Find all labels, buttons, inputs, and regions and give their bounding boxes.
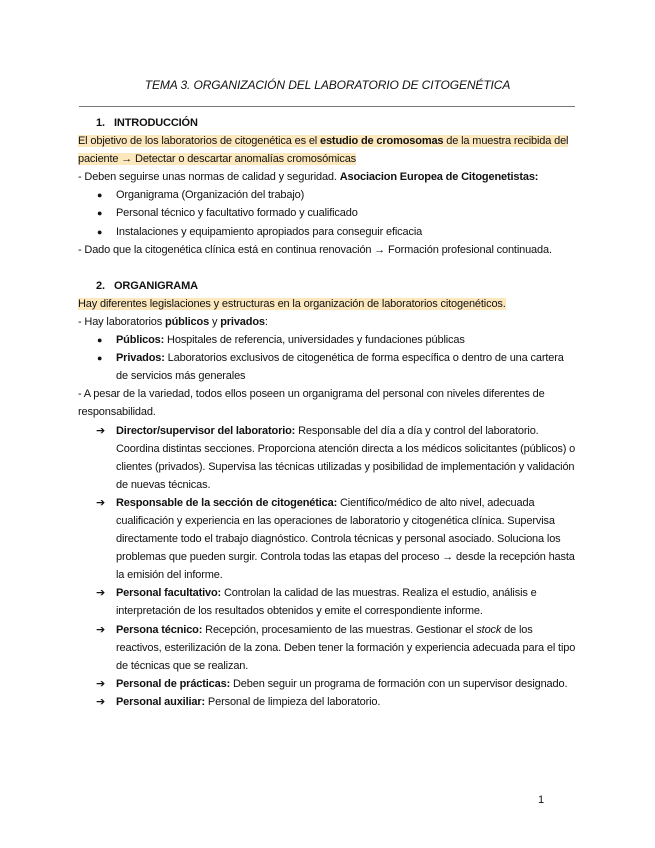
lab-types-line: - Hay laboratorios públicos y privados: bbox=[78, 315, 268, 328]
intro-closing-paragraph: - Dado que la citogenética clínica está en continua renovación → Formación profesional continuada. bbox=[78, 243, 552, 256]
section-title: ORGANIGRAMA bbox=[114, 279, 198, 292]
section-number: 2. bbox=[96, 279, 105, 292]
arrow-icon: ➔ bbox=[96, 695, 106, 708]
arrow-icon: ➔ bbox=[96, 623, 106, 636]
roles-list bbox=[78, 422, 578, 712]
intro-highlighted-paragraph: El objetivo de los laboratorios de citogenética es el estudio de cromosomas de la muestra recibida del paciente → Detectar o descartar anomalías cromosómicas bbox=[78, 135, 569, 166]
section-title: INTRODUCCIÓN bbox=[114, 117, 198, 129]
document-title: TEMA 3. ORGANIZACIÓN DEL LABORATORIO DE CITOGENÉTICA bbox=[144, 78, 511, 92]
page-number: 1 bbox=[538, 794, 545, 806]
list-item: ● Públicos: Hospitales de referencia, universidades y fundaciones públicas bbox=[78, 331, 578, 349]
variety-paragraph: - A pesar de la variedad, todos ellos poseen un organigrama del personal con niveles diferentes de responsabilidad. bbox=[78, 388, 545, 419]
section-heading-organigrama bbox=[78, 277, 578, 295]
section-heading-introduccion bbox=[78, 114, 578, 132]
list-item: ● Organigrama (Organización del trabajo) bbox=[78, 186, 578, 204]
list-item: ● Personal técnico y facultativo formado y cualificado bbox=[78, 204, 578, 222]
list-item: ➔ Personal de prácticas: Deben seguir un programa de formación con un supervisor designado. bbox=[78, 675, 578, 693]
arrow-icon: ➔ bbox=[96, 587, 106, 600]
arrow-icon: ➔ bbox=[96, 677, 106, 690]
list-item: ● Instalaciones y equipamiento apropiados para conseguir eficacia bbox=[78, 223, 578, 241]
intro-standards-line: - Deben seguirse unas normas de calidad y seguridad. Asociacion Europea de Citogenetistas: bbox=[78, 171, 539, 184]
list-item: ● Privados: Laboratorios exclusivos de citogenética de forma específica o dentro de una cartera de servicios más generales bbox=[78, 349, 578, 385]
document-body bbox=[78, 114, 578, 711]
title-divider bbox=[79, 106, 575, 107]
list-item: ➔ Personal facultativo: Controlan la calidad de las muestras. Realiza el estudio, análisis e interpretación de los resultados obtenidos y emite el correspondiente informe. bbox=[78, 584, 578, 620]
list-item: ➔ Director/supervisor del laboratorio: Responsable del día a día y control del laboratorio. Coordina distintas secciones. Proporciona atención directa a los médicos solicitantes (públicos) o clientes (privados). Supervisa las técnicas utilizadas y posibilidad de implementación y validación de nuevas técnicas. bbox=[78, 422, 578, 494]
arrow-icon: ➔ bbox=[96, 496, 106, 509]
section-number: 1. bbox=[96, 117, 105, 129]
organigrama-highlighted-paragraph: Hay diferentes legislaciones y estructuras en la organización de laboratorios citogenéticos. bbox=[78, 297, 506, 310]
arrow-icon: ➔ bbox=[96, 424, 106, 437]
lab-types-list bbox=[78, 331, 578, 385]
list-item: ➔ Responsable de la sección de citogenética: Científico/médico de alto nivel, adecuada cualificación y experiencia en las operaciones de laboratorio y citogenética clínica. Supervisa directamente todo el trabajo diagnóstico. Controla técnicas y personal asociado. Soluciona los problemas que pueden surgir. Controla todas las etapas del proceso → desde la recepción hasta la emisión del informe. bbox=[78, 494, 578, 584]
list-item: ➔ Persona técnico: Recepción, procesamiento de las muestras. Gestionar el stock de los reactivos, esterilización de la zona. Deben tener la formación y experiencia adecuada para el tipo de técnicas que se realizan. bbox=[78, 621, 578, 675]
list-item: ➔ Personal auxiliar: Personal de limpieza del laboratorio. bbox=[78, 693, 578, 711]
standards-list bbox=[78, 186, 578, 240]
